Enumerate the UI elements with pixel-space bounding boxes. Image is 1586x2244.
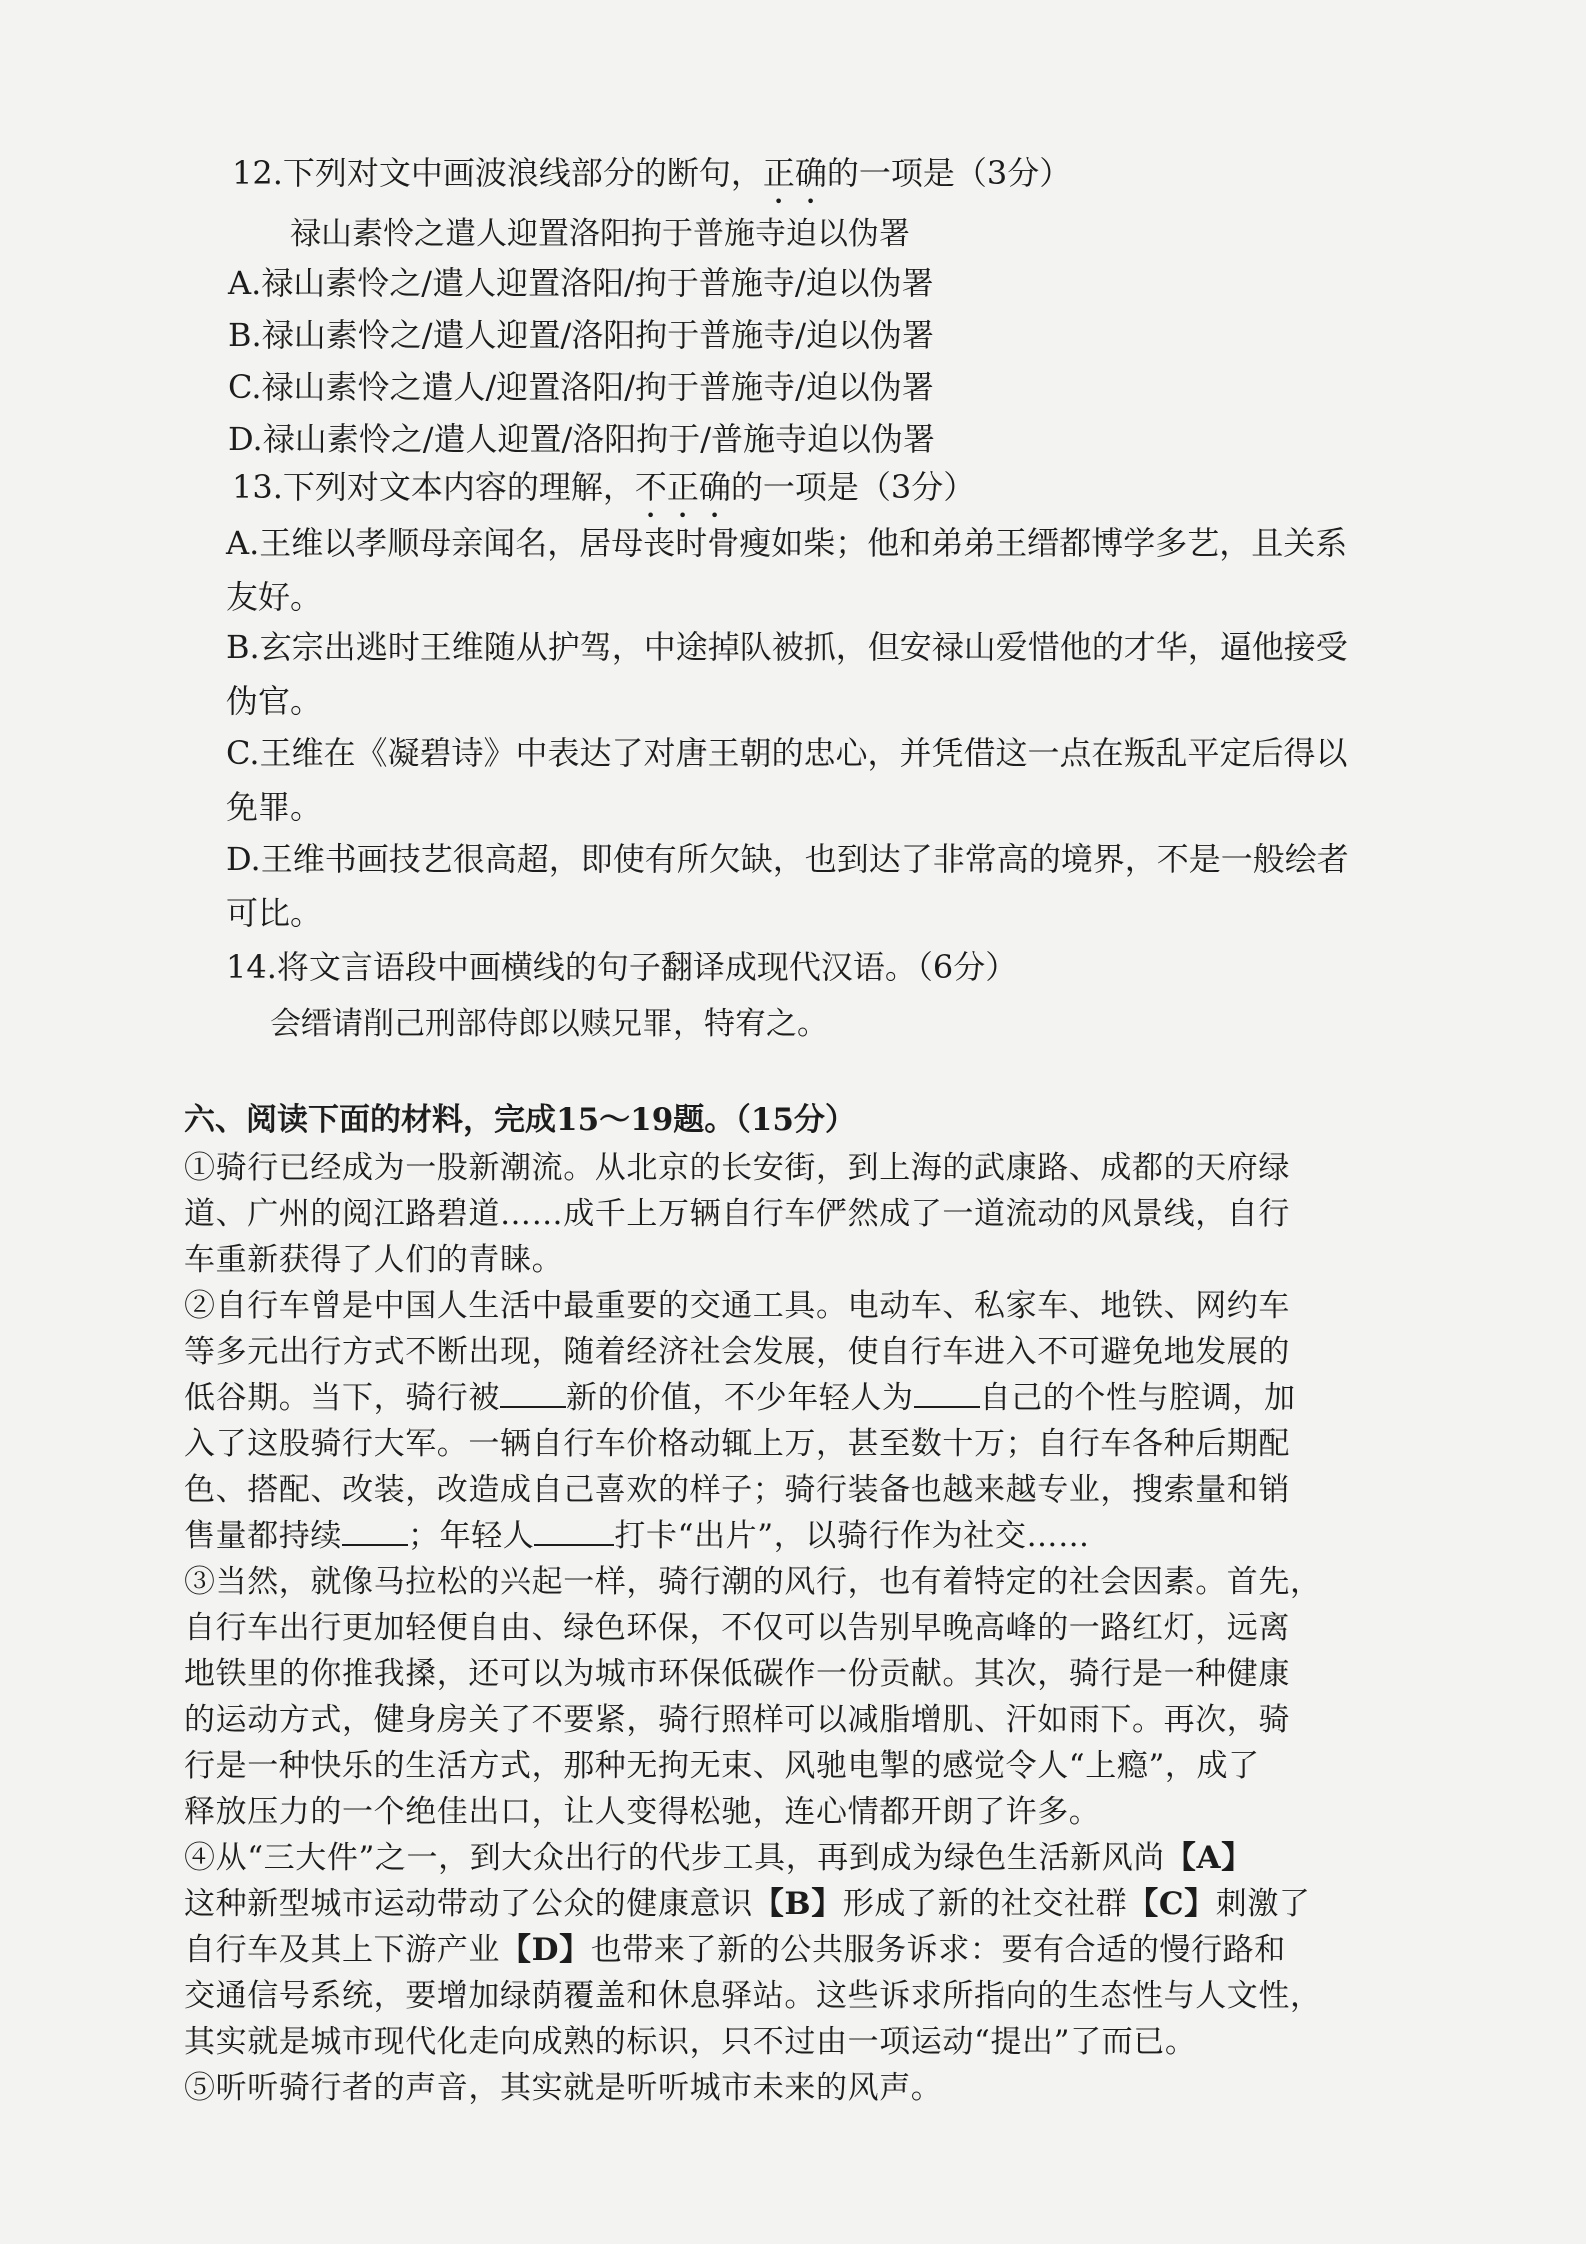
- p3-line3: 地铁里的你推我搡，还可以为城市环保低碳作一份贡献。其次，骑行是一种健康: [184, 1656, 1290, 1692]
- p2-line3: [184, 1372, 1296, 1417]
- q13-stem: [232, 462, 975, 525]
- p2-line5: 色、搭配、改装，改造成自己喜欢的样子；骑行装备也越来越专业，搜索量和销: [184, 1472, 1290, 1508]
- q12-stem: [232, 148, 1071, 211]
- p2-line6-text-c: 打卡“出片”，以骑行作为社交……: [614, 1518, 1090, 1554]
- q13-option-b-line1: B.玄宗出逃时王维随从护驾，中途掉队被抓，但安禄山爱惜他的才华，逼他接受: [226, 628, 1348, 666]
- q13-option-a-line1: A.王维以孝顺母亲闻名，居母丧时骨瘦如柴；他和弟弟王缙都博学多艺，且关系: [226, 524, 1348, 562]
- q12-stem-text: 12.下列对文中画波浪线部分的断句，: [232, 154, 763, 192]
- p4-line5: 其实就是城市现代化走向成熟的标识，只不过由一项运动“提出”了而已。: [184, 2024, 1197, 2060]
- marker-a: 【A】: [1164, 1840, 1253, 1876]
- fill-blank-3[interactable]: [342, 1518, 408, 1546]
- q12-quote: 禄山素怜之遣人迎置洛阳拘于普施寺迫以伪署: [290, 216, 910, 252]
- p3-line5: 行是一种快乐的生活方式，那种无拘无束、风驰电掣的感觉令人“上瘾”，成了: [184, 1748, 1260, 1784]
- p2-line2: 等多元出行方式不断出现，随着经济社会发展，使自行车进入不可避免地发展的: [184, 1334, 1290, 1370]
- q13-stem-text: 13.下列对文本内容的理解，: [232, 468, 635, 506]
- q13-option-a-line2: 友好。: [226, 578, 323, 616]
- q13-option-b-line2: 伪官。: [226, 682, 323, 720]
- p2-line6: [184, 1510, 1090, 1555]
- p2-line6-text-a: 售量都持续: [184, 1518, 342, 1554]
- p2-line3-text-b: 新的价值，不少年轻人为: [566, 1380, 914, 1416]
- p4-line3: [184, 1924, 1286, 1969]
- q12-stem-emphasis: 正确: [762, 154, 827, 192]
- p1-line1: ①骑行已经成为一股新潮流。从北京的长安街，到上海的武康路、成都的天府绿: [184, 1150, 1290, 1186]
- q13-option-c-line2: 免罪。: [226, 788, 323, 826]
- q13-option-d-line1: D.王维书画技艺很高超，即使有所欠缺，也到达了非常高的境界，不是一般绘者: [226, 840, 1349, 878]
- q13-option-d-line2: 可比。: [226, 894, 323, 932]
- p5-line1: ⑤听听骑行者的声音，其实就是听听城市未来的风声。: [184, 2070, 943, 2106]
- p3-line6: 释放压力的一个绝佳出口，让人变得松驰，连心情都开朗了许多。: [184, 1794, 1101, 1830]
- p4-line2-text-b: 形成了新的社交社群: [842, 1886, 1128, 1922]
- marker-b: 【B】: [752, 1886, 843, 1922]
- p4-line3-text-a: 自行车及其上下游产业: [184, 1932, 500, 1968]
- p4-line2: [184, 1878, 1311, 1923]
- p1-line2: 道、广州的阅江路碧道……成千上万辆自行车俨然成了一道流动的风景线，自行: [184, 1196, 1290, 1232]
- p2-line4: 入了这股骑行大军。一辆自行车价格动辄上万，甚至数十万；自行车各种后期配: [184, 1426, 1290, 1462]
- p2-line1: ②自行车曾是中国人生活中最重要的交通工具。电动车、私家车、地铁、网约车: [184, 1288, 1290, 1324]
- section6-heading: 六、阅读下面的材料，完成15～19题。（15分）: [184, 1102, 856, 1138]
- p4-line1-text: ④从“三大件”之一，到大众出行的代步工具，再到成为绿色生活新风尚: [184, 1840, 1165, 1876]
- p4-line2-text-c: 刺激了: [1215, 1886, 1311, 1922]
- p4-line2-text-a: 这种新型城市运动带动了公众的健康意识: [184, 1886, 753, 1922]
- q12-option-d: D.禄山素怜之/遣人迎置/洛阳拘于/普施寺迫以伪署: [228, 420, 936, 458]
- p4-line3-text-b: 也带来了新的公共服务诉求：要有合适的慢行路和: [590, 1932, 1286, 1968]
- q14-stem: 14.将文言语段中画横线的句子翻译成现代汉语。（6分）: [226, 948, 1018, 986]
- p4-line4: 交通信号系统，要增加绿荫覆盖和休息驿站。这些诉求所指向的生态性与人文性，: [184, 1978, 1322, 2014]
- fill-blank-1[interactable]: [500, 1380, 566, 1408]
- q14-sentence: 会缙请削己刑部侍郎以赎兄罪，特宥之。: [270, 1006, 828, 1042]
- p2-line3-text-a: 低谷期。当下，骑行被: [184, 1380, 500, 1416]
- marker-c: 【C】: [1127, 1886, 1216, 1922]
- p1-line3: 车重新获得了人们的青睐。: [184, 1242, 564, 1278]
- p2-line3-text-c: 自己的个性与腔调，加: [979, 1380, 1296, 1416]
- p3-line4: 的运动方式，健身房关了不要紧，骑行照样可以减脂增肌、汗如雨下。再次，骑: [184, 1702, 1290, 1738]
- p2-line6-text-b: ；年轻人: [408, 1518, 535, 1554]
- p4-line1: [184, 1832, 1253, 1877]
- fill-blank-4[interactable]: [534, 1518, 614, 1546]
- p3-line1: ③当然，就像马拉松的兴起一样，骑行潮的风行，也有着特定的社会因素。首先，: [184, 1564, 1322, 1600]
- q12-option-a: A.禄山素怜之/遣人迎置洛阳/拘于普施寺/迫以伪署: [228, 264, 934, 302]
- q12-option-c: C.禄山素怜之遣人/迎置洛阳/拘于普施寺/迫以伪署: [228, 368, 934, 406]
- q12-option-b: B.禄山素怜之/遣人迎置/洛阳拘于普施寺/迫以伪署: [228, 316, 935, 354]
- p3-line2: 自行车出行更加轻便自由、绿色环保，不仅可以告别早晚高峰的一路红灯，远离: [184, 1610, 1290, 1646]
- q13-stem-text-end: 的一项是（3分）: [730, 468, 976, 506]
- q13-stem-emphasis: 不正确: [634, 468, 731, 506]
- q12-stem-text-end: 的一项是（3分）: [826, 154, 1072, 192]
- fill-blank-2[interactable]: [914, 1380, 980, 1408]
- q13-option-c-line1: C.王维在《凝碧诗》中表达了对唐王朝的忠心，并凭借这一点在叛乱平定后得以: [226, 734, 1348, 772]
- marker-d: 【D】: [500, 1932, 591, 1968]
